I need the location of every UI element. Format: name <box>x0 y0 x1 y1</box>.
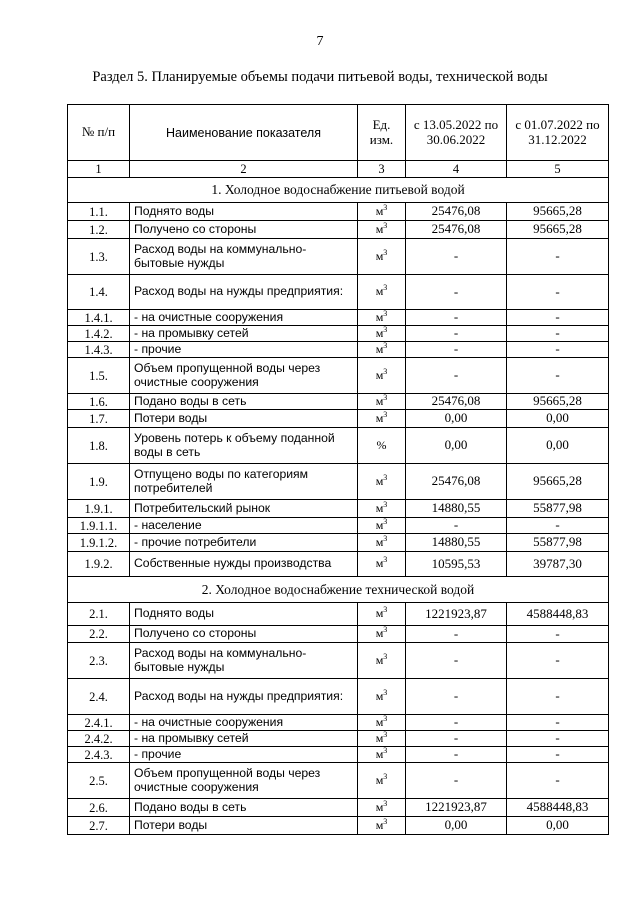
row-value-period-1: - <box>406 679 507 715</box>
row-number: 2.1. <box>68 603 130 626</box>
column-number: 1 <box>68 161 130 178</box>
row-name: Расход воды на нужды предприятия: <box>130 679 358 715</box>
row-name: Подано воды в сеть <box>130 394 358 410</box>
table-row <box>68 464 609 500</box>
unit-text: м <box>375 248 384 263</box>
page-number: 7 <box>316 34 324 49</box>
row-value-period-2: 0,00 <box>507 410 609 428</box>
row-value-period-2: - <box>507 747 609 763</box>
row-name: Собственные нужды производства <box>130 552 358 577</box>
row-value-period-1: - <box>406 326 507 342</box>
header-unit: Ед. изм. <box>358 105 406 161</box>
row-value-period-1: - <box>406 763 507 799</box>
row-unit <box>358 534 406 552</box>
row-number: 1.9.1. <box>68 500 130 518</box>
row-value-period-2: - <box>507 342 609 358</box>
row-number: 2.2. <box>68 626 130 643</box>
row-name: Потребительский рынок <box>130 500 358 518</box>
unit-superscript: 3 <box>383 308 388 318</box>
row-number: 1.9.1.2. <box>68 534 130 552</box>
row-unit <box>358 500 406 518</box>
unit-superscript: 3 <box>383 472 388 482</box>
row-value-period-2: 95665,28 <box>507 394 609 410</box>
row-number: 1.8. <box>68 428 130 464</box>
unit-text: м <box>375 309 384 324</box>
row-number: 1.3. <box>68 239 130 275</box>
row-unit <box>358 310 406 326</box>
unit-superscript: 3 <box>383 409 388 419</box>
unit-text: м <box>375 606 384 621</box>
table-row <box>68 817 609 835</box>
table-row <box>68 799 609 817</box>
header-period-1: с 13.05.2022 по 30.06.2022 <box>406 105 507 161</box>
row-unit <box>358 518 406 534</box>
unit-text: м <box>375 393 384 408</box>
row-name: - на промывку сетей <box>130 731 358 747</box>
header-number: № п/п <box>68 105 130 161</box>
unit-superscript: 3 <box>383 729 388 739</box>
row-unit <box>358 552 406 577</box>
table-row <box>68 747 609 763</box>
column-number: 2 <box>130 161 358 178</box>
table-row <box>68 643 609 679</box>
row-value-period-2: 95665,28 <box>507 464 609 500</box>
row-value-period-2: 0,00 <box>507 428 609 464</box>
row-unit <box>358 679 406 715</box>
row-value-period-2: - <box>507 731 609 747</box>
section-title: 2. Холодное водоснабжение технической водой <box>68 577 609 603</box>
row-value-period-1: 0,00 <box>406 817 507 835</box>
row-number: 1.5. <box>68 358 130 394</box>
row-number: 1.9. <box>68 464 130 500</box>
unit-text: м <box>375 817 384 832</box>
unit-superscript: 3 <box>383 516 388 526</box>
table-row <box>68 731 609 747</box>
row-unit <box>358 464 406 500</box>
row-number: 1.4. <box>68 275 130 310</box>
unit-superscript: 3 <box>383 713 388 723</box>
unit-superscript: 3 <box>383 533 388 543</box>
unit-text: м <box>375 799 384 814</box>
section-title: 1. Холодное водоснабжение питьевой водой <box>68 178 609 203</box>
row-value-period-2: - <box>507 626 609 643</box>
row-number: 1.6. <box>68 394 130 410</box>
row-number: 1.1. <box>68 203 130 221</box>
row-number: 1.9.2. <box>68 552 130 577</box>
unit-superscript: 3 <box>383 324 388 334</box>
unit-superscript: 3 <box>383 651 388 661</box>
row-number: 2.4.3. <box>68 747 130 763</box>
row-name: Подано воды в сеть <box>130 799 358 817</box>
unit-superscript: 3 <box>383 771 388 781</box>
table-row <box>68 763 609 799</box>
column-number: 4 <box>406 161 507 178</box>
unit-superscript: 3 <box>383 202 388 212</box>
table-row <box>68 534 609 552</box>
table-row <box>68 715 609 731</box>
table-row <box>68 428 609 464</box>
table-row <box>68 275 609 310</box>
unit-text: м <box>375 652 384 667</box>
unit-text: м <box>375 746 384 761</box>
table-row <box>68 326 609 342</box>
row-unit <box>358 326 406 342</box>
row-name: Расход воды на коммунально-бытовые нужды <box>130 643 358 679</box>
column-number: 5 <box>507 161 609 178</box>
row-unit <box>358 715 406 731</box>
unit-superscript: 3 <box>383 340 388 350</box>
unit-text: м <box>375 730 384 745</box>
row-unit <box>358 763 406 799</box>
unit-text: м <box>375 556 384 571</box>
row-number: 2.6. <box>68 799 130 817</box>
table-row <box>68 410 609 428</box>
row-number: 1.9.1.1. <box>68 518 130 534</box>
unit-text: м <box>375 688 384 703</box>
unit-text: м <box>375 626 384 641</box>
row-value-period-2: 0,00 <box>507 817 609 835</box>
unit-superscript: 3 <box>383 605 388 615</box>
unit-text: м <box>375 473 384 488</box>
row-unit <box>358 603 406 626</box>
unit-text: м <box>375 410 384 425</box>
row-value-period-1: 25476,08 <box>406 221 507 239</box>
table-row <box>68 221 609 239</box>
table-header-row <box>68 105 609 161</box>
table-row <box>68 552 609 577</box>
section-header-row <box>68 178 609 203</box>
row-unit <box>358 747 406 763</box>
row-value-period-2: - <box>507 310 609 326</box>
row-unit <box>358 626 406 643</box>
row-value-period-1: 10595,53 <box>406 552 507 577</box>
row-value-period-2: 55877,98 <box>507 500 609 518</box>
row-number: 1.7. <box>68 410 130 428</box>
row-value-period-2: 39787,30 <box>507 552 609 577</box>
row-name: - на промывку сетей <box>130 326 358 342</box>
row-number: 2.4.1. <box>68 715 130 731</box>
table-row <box>68 239 609 275</box>
unit-text: м <box>375 203 384 218</box>
row-value-period-2: 95665,28 <box>507 221 609 239</box>
row-value-period-1: 0,00 <box>406 410 507 428</box>
row-unit <box>358 817 406 835</box>
row-value-period-1: - <box>406 731 507 747</box>
row-value-period-1: - <box>406 518 507 534</box>
page-title: Раздел 5. Планируемые объемы подачи питьевой воды, технической воды <box>92 69 548 85</box>
table-row <box>68 203 609 221</box>
row-number: 2.4.2. <box>68 731 130 747</box>
row-value-period-2: 4588448,83 <box>507 799 609 817</box>
row-value-period-1: 14880,55 <box>406 500 507 518</box>
row-name: Отпущено воды по категориям потребителей <box>130 464 358 500</box>
row-name: - прочие <box>130 342 358 358</box>
row-value-period-2: - <box>507 326 609 342</box>
row-unit <box>358 358 406 394</box>
row-name: - прочие <box>130 747 358 763</box>
table-row <box>68 310 609 326</box>
row-unit <box>358 239 406 275</box>
row-unit <box>358 731 406 747</box>
row-value-period-2: - <box>507 358 609 394</box>
row-number: 2.4. <box>68 679 130 715</box>
row-value-period-1: 1221923,87 <box>406 603 507 626</box>
table-row <box>68 518 609 534</box>
row-unit <box>358 643 406 679</box>
unit-text: м <box>375 221 384 236</box>
section-header-row <box>68 577 609 603</box>
row-value-period-2: 4588448,83 <box>507 603 609 626</box>
unit-text: м <box>375 714 384 729</box>
row-value-period-2: - <box>507 643 609 679</box>
row-value-period-1: - <box>406 643 507 679</box>
row-unit <box>358 428 406 464</box>
row-name: Получено со стороны <box>130 221 358 239</box>
row-value-period-2: - <box>507 518 609 534</box>
row-name: - на очистные сооружения <box>130 715 358 731</box>
row-value-period-1: - <box>406 715 507 731</box>
table-row <box>68 394 609 410</box>
column-numbers-row <box>68 161 609 178</box>
row-value-period-1: 25476,08 <box>406 203 507 221</box>
row-number: 1.4.1. <box>68 310 130 326</box>
row-number: 2.5. <box>68 763 130 799</box>
row-value-period-1: - <box>406 747 507 763</box>
unit-text: м <box>375 325 384 340</box>
row-number: 1.4.3. <box>68 342 130 358</box>
row-value-period-1: - <box>406 275 507 310</box>
row-value-period-1: 25476,08 <box>406 464 507 500</box>
row-name: Расход воды на нужды предприятия: <box>130 275 358 310</box>
column-number: 3 <box>358 161 406 178</box>
unit-superscript: 3 <box>383 555 388 565</box>
row-name: Потери воды <box>130 410 358 428</box>
table-row <box>68 679 609 715</box>
row-unit <box>358 203 406 221</box>
row-value-period-2: 95665,28 <box>507 203 609 221</box>
row-name: - прочие потребители <box>130 534 358 552</box>
row-value-period-1: - <box>406 342 507 358</box>
unit-superscript: 3 <box>383 366 388 376</box>
unit-superscript: 3 <box>383 247 388 257</box>
unit-text: м <box>375 517 384 532</box>
row-value-period-1: 0,00 <box>406 428 507 464</box>
row-name: Объем пропущенной воды через очистные сооружения <box>130 358 358 394</box>
unit-superscript: 3 <box>383 392 388 402</box>
unit-text: м <box>375 284 384 299</box>
row-number: 1.4.2. <box>68 326 130 342</box>
table-row <box>68 342 609 358</box>
table-row <box>68 500 609 518</box>
row-name: - на очистные сооружения <box>130 310 358 326</box>
row-unit <box>358 275 406 310</box>
table-row <box>68 603 609 626</box>
unit-text: м <box>375 341 384 356</box>
row-unit <box>358 221 406 239</box>
table-row <box>68 358 609 394</box>
unit-text: м <box>375 367 384 382</box>
row-value-period-1: - <box>406 239 507 275</box>
row-value-period-2: 55877,98 <box>507 534 609 552</box>
row-name: Поднято воды <box>130 203 358 221</box>
row-value-period-1: 1221923,87 <box>406 799 507 817</box>
unit-text: м <box>375 772 384 787</box>
row-value-period-2: - <box>507 679 609 715</box>
unit-superscript: 3 <box>383 625 388 635</box>
unit-superscript: 3 <box>383 687 388 697</box>
row-value-period-1: - <box>406 358 507 394</box>
row-value-period-1: - <box>406 626 507 643</box>
row-value-period-2: - <box>507 239 609 275</box>
header-name: Наименование показателя <box>130 105 358 161</box>
row-unit <box>358 410 406 428</box>
unit-text: м <box>375 500 384 515</box>
row-name: Объем пропущенной воды через очистные сооружения <box>130 763 358 799</box>
row-value-period-2: - <box>507 275 609 310</box>
row-value-period-2: - <box>507 715 609 731</box>
unit-text: м <box>375 534 384 549</box>
unit-superscript: 3 <box>383 816 388 826</box>
row-unit <box>358 342 406 358</box>
row-name: Расход воды на коммунально-бытовые нужды <box>130 239 358 275</box>
row-name: Поднято воды <box>130 603 358 626</box>
header-period-2: с 01.07.2022 по 31.12.2022 <box>507 105 609 161</box>
row-number: 1.2. <box>68 221 130 239</box>
row-value-period-2: - <box>507 763 609 799</box>
unit-superscript: 3 <box>383 283 388 293</box>
row-name: Уровень потерь к объему поданной воды в сеть <box>130 428 358 464</box>
row-value-period-1: 14880,55 <box>406 534 507 552</box>
row-value-period-1: 25476,08 <box>406 394 507 410</box>
row-name: - население <box>130 518 358 534</box>
row-name: Получено со стороны <box>130 626 358 643</box>
unit-superscript: 3 <box>383 220 388 230</box>
volumes-table <box>67 104 609 835</box>
row-number: 2.3. <box>68 643 130 679</box>
table-row <box>68 626 609 643</box>
unit-superscript: 3 <box>383 745 388 755</box>
row-unit <box>358 799 406 817</box>
row-number: 2.7. <box>68 817 130 835</box>
unit-superscript: 3 <box>383 798 388 808</box>
unit-text: % <box>376 437 387 452</box>
row-value-period-1: - <box>406 310 507 326</box>
row-name: Потери воды <box>130 817 358 835</box>
unit-superscript: 3 <box>383 499 388 509</box>
row-unit <box>358 394 406 410</box>
